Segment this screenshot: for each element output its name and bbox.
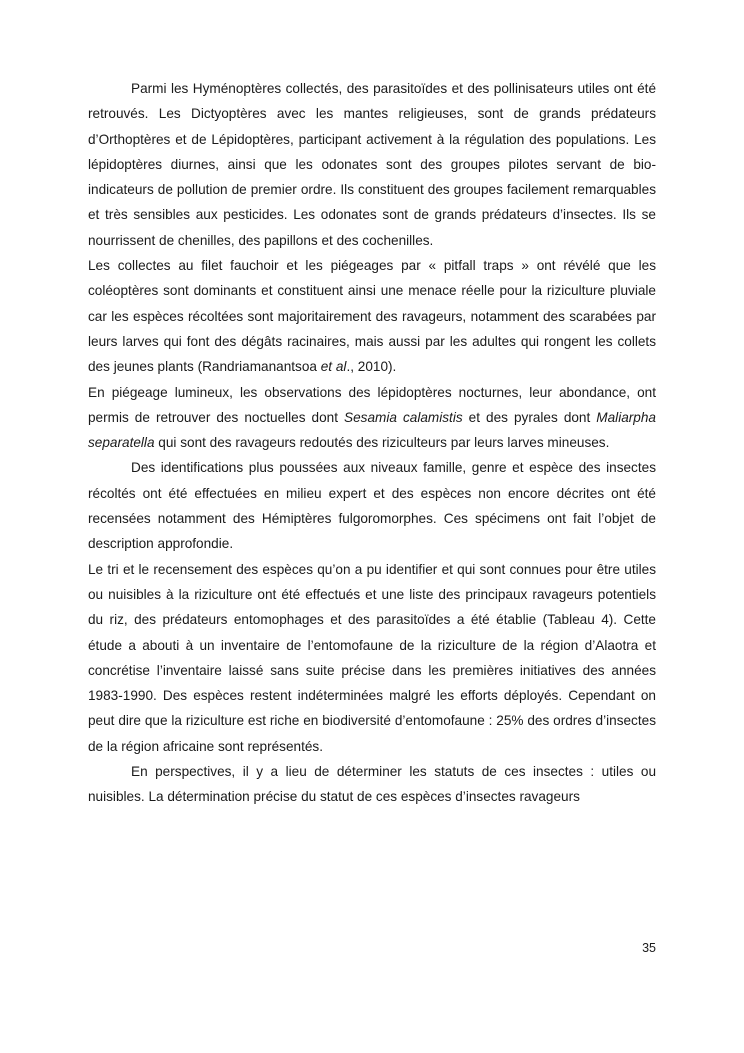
paragraph-collectes-text: Les collectes au filet fauchoir et les piégeages par « pitfall traps » ont révélé que les coléoptères sont dominants et constituent ainsi une menace réelle pour la riziculture pluviale car les espèces récoltées sont majoritairement des ravageurs, notamment des scarabées par leurs larves qui font des dégâts racinaires, mais aussi par les adultes qui rongent les collets des jeunes plants (Randriamanantsoa xyxy=(88,258,656,375)
paragraph-piegeage-text-2: et des pyrales dont xyxy=(462,409,597,425)
citation-et-al: et al xyxy=(320,359,347,375)
paragraph-hymenopteres: Parmi les Hyménoptères collectés, des parasitoïdes et des pollinisateurs utiles ont été retrouvés. Les Dictyoptères avec les mantes religieuses, sont de grands prédateurs d’Orthoptères et de Lépidoptères, participant activement à la régulation des populations. Les lépidoptères diurnes, ainsi que les odonates sont des groupes pilotes servant de bio-indicateurs de pollution de premier ordre. Ils constituent des groupes facilement remarquables et très sensibles aux pesticides. Les odonates sont de grands prédateurs d’insectes. Ils se nourrissent de chenilles, des papillons et des cochenilles. xyxy=(88,81,656,248)
citation-year: ., 2010). xyxy=(346,359,397,375)
paragraph-piegeage-text-3: qui sont des ravageurs redoutés des riziculteurs par leurs larves mineuses. xyxy=(154,435,610,451)
paragraph-collectes xyxy=(88,253,656,379)
paragraph-identifications: Des identifications plus poussées aux niveaux famille, genre et espèce des insectes récoltés ont été effectuées en milieu expert et des espèces non encore décrites ont été recensées notamment des Hémiptères fulgoromorphes. Ces spécimens ont fait l’objet de description approfondie. xyxy=(88,460,656,552)
species-sesamia: Sesamia calamistis xyxy=(344,409,463,425)
body-text xyxy=(88,76,656,810)
paragraph-perspectives: En perspectives, il y a lieu de déterminer les statuts de ces insectes : utiles ou nuisibles. La détermination précise du statut de ces espèces d’insectes ravageurs xyxy=(88,764,656,805)
paragraph-tri-recensement: Le tri et le recensement des espèces qu’on a pu identifier et qui sont connues pour être utiles ou nuisibles à la riziculture ont été effectués et une liste des principaux ravageurs potentiels du riz, des prédateurs entomophages et des parasitoïdes a été établie (Tableau 4). Cette étude a abouti à un inventaire de l’entomofaune de la riziculture de la région d’Alaotra et concrétise l’inventaire laissé sans suite précise dans les premières initiatives des années 1983-1990. Des espèces restent indéterminées malgré les efforts déployés. Cependant on peut dire que la riziculture est riche en biodiversité d’entomofaune : 25% des ordres d’insectes de la région africaine sont représentés. xyxy=(88,561,656,754)
paragraph-piegeage-lumineux xyxy=(88,380,656,456)
species-maliarpha: Maliarpha separatella xyxy=(88,409,656,451)
paragraph-piegeage-text-1: En piégeage lumineux, les observations des lépidoptères nocturnes, leur abondance, ont permis de retrouver des noctuelles dont xyxy=(88,384,656,425)
page-number: 35 xyxy=(642,941,656,955)
